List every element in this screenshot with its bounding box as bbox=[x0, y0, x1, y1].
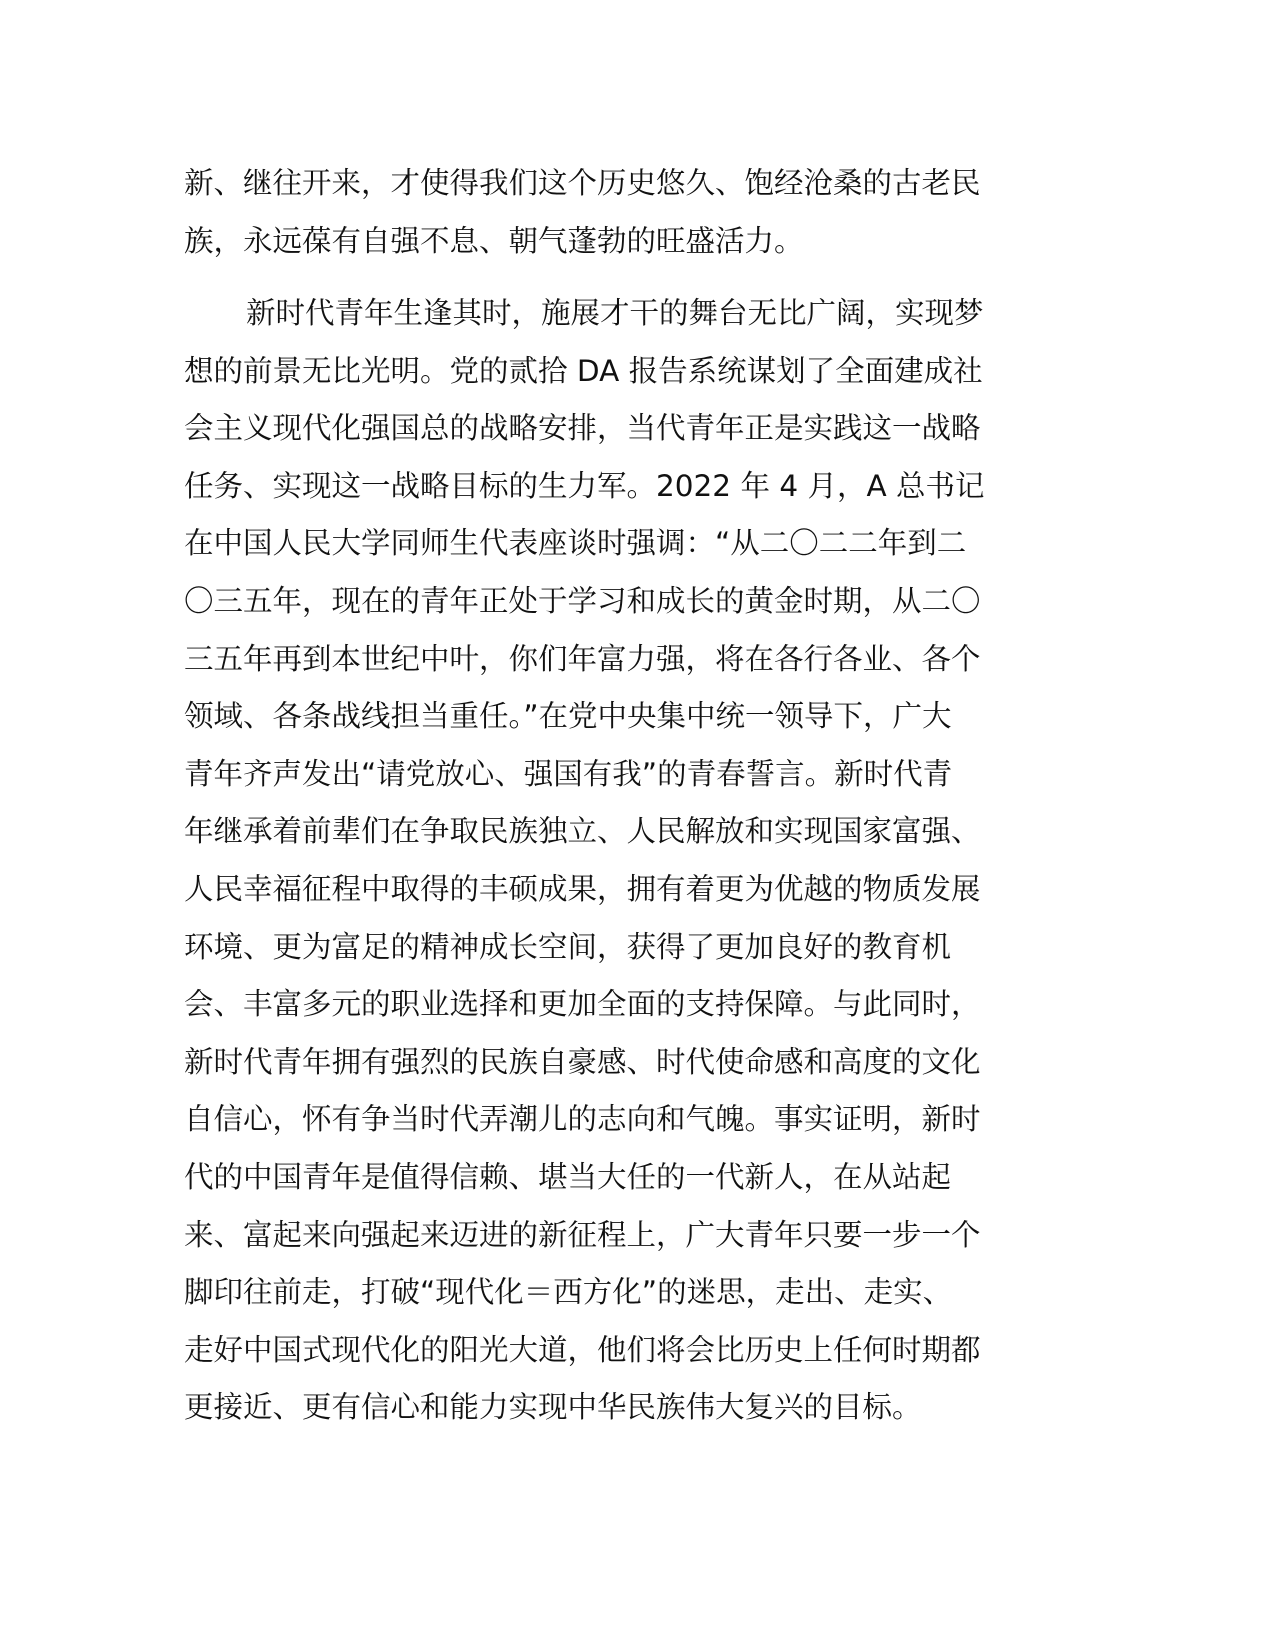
text-line: 会主义现代化强国总的战略安排，当代青年正是实践这一战略 bbox=[184, 411, 981, 446]
paragraph-2 bbox=[184, 285, 1084, 1437]
text-line: 自信心，怀有争当时代弄潮儿的志向和气魄。事实证明，新时 bbox=[184, 1102, 981, 1137]
text-line: 族，永远葆有自强不息、朝气蓬勃的旺盛活力。 bbox=[184, 223, 804, 258]
text-line: 来、富起来向强起来迈进的新征程上，广大青年只要一步一个 bbox=[184, 1217, 981, 1252]
text-line: 领域、各条战线担当重任。”在党中央集中统一领导下，广大 bbox=[184, 699, 952, 734]
text-line: 任务、实现这一战略目标的生力军。2022 年 4 月，A 总书记 bbox=[184, 468, 985, 503]
text-line: 新时代青年生逢其时，施展才干的舞台无比广阔，实现梦 bbox=[246, 296, 984, 330]
text-line: 环境、更为富足的精神成长空间，获得了更加良好的教育机 bbox=[184, 929, 952, 964]
text-line: 三五年再到本世纪中叶，你们年富力强，将在各行各业、各个 bbox=[184, 641, 981, 676]
text-line: 更接近、更有信心和能力实现中华民族伟大复兴的目标。 bbox=[184, 1390, 922, 1425]
text-line: 新、继往开来，才使得我们这个历史悠久、饱经沧桑的古老民 bbox=[184, 166, 981, 200]
text-line: 青年齐声发出“请党放心、强国有我”的青春誓言。新时代青 bbox=[184, 756, 953, 791]
text-line: 年继承着前辈们在争取民族独立、人民解放和实现国家富强、 bbox=[184, 814, 981, 849]
text-line: 走好中国式现代化的阳光大道，他们将会比历史上任何时期都 bbox=[184, 1332, 981, 1367]
text-line: 脚印往前走，打破“现代化＝西方化”的迷思，走出、走实、 bbox=[184, 1275, 953, 1310]
text-line: 〇三五年，现在的青年正处于学习和成长的黄金时期，从二〇 bbox=[184, 583, 981, 618]
text-line: 在中国人民大学同师生代表座谈时强调：“从二〇二二年到二 bbox=[184, 526, 967, 561]
text-line: 新时代青年拥有强烈的民族自豪感、时代使命感和高度的文化 bbox=[184, 1044, 981, 1079]
paragraph-1 bbox=[184, 155, 1084, 270]
text-line: 会、丰富多元的职业选择和更加全面的支持保障。与此同时， bbox=[184, 987, 981, 1022]
text-line: 想的前景无比光明。党的贰拾 DA 报告系统谋划了全面建成社 bbox=[184, 353, 983, 388]
text-line: 代的中国青年是值得信赖、堪当大任的一代新人，在从站起 bbox=[184, 1159, 952, 1194]
text-line: 人民幸福征程中取得的丰硕成果，拥有着更为优越的物质发展 bbox=[184, 871, 981, 906]
